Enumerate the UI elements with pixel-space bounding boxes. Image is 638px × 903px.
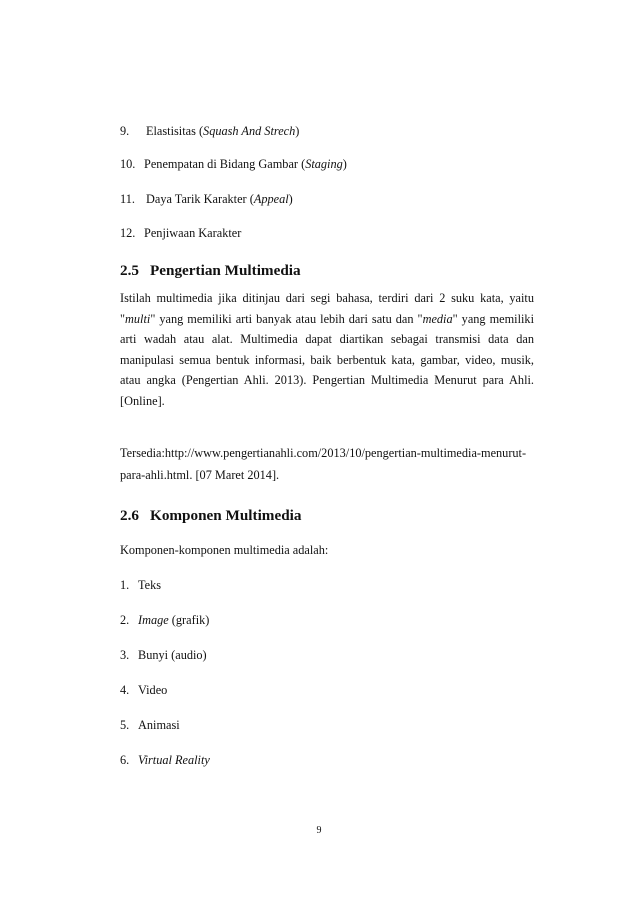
component-item: 4. Video bbox=[120, 683, 168, 697]
section-title: Komponen Multimedia bbox=[150, 507, 302, 524]
list-number: 9. bbox=[120, 124, 130, 138]
list-number: 10. bbox=[120, 157, 136, 171]
list-number: 3. bbox=[120, 648, 130, 662]
section-number: 2.5 bbox=[120, 262, 139, 279]
list-number: 4. bbox=[120, 683, 130, 697]
list-item-10: 10. Penempatan di Bidang Gambar (Staging) bbox=[120, 157, 347, 171]
source-url-line-1: Tersedia:http://www.pengertianahli.com/2013/10/pengertian-multimedia-menurut- bbox=[120, 446, 527, 460]
list-number: 12. bbox=[120, 226, 136, 240]
list-number: 11. bbox=[120, 192, 135, 206]
component-item: 5. Animasi bbox=[120, 718, 180, 732]
paragraph-line-2: "multi" yang memiliki arti banyak atau lebih dari satu dan "media" yang memiliki bbox=[120, 311, 534, 326]
component-item: 1. Teks bbox=[120, 578, 162, 592]
section-title: Pengertian Multimedia bbox=[150, 262, 301, 279]
component-item: 3. Bunyi (audio) bbox=[120, 648, 207, 662]
list-item-11: 11. Daya Tarik Karakter (Appeal) bbox=[120, 192, 293, 206]
paragraph-multimedia-definition: Istilah multimedia jika ditinjau dari segi bahasa, terdiri dari 2 suku kata, yaitu "multi" yang memiliki arti banyak atau lebih dari satu dan "media" yang memiliki arti wadah atau alat. Multimedia dapat diartikan sebagai transmisi data dan manipulasi semua bentuk informasi, baik berbentuk kata, gambar, video, musik, atau angka (Pengertian Ahli. 2013). Pengertian Multimedia Menurut para Ahli. [Online]. bbox=[120, 291, 534, 408]
list-number: 2. bbox=[120, 613, 130, 627]
page-number: 9 bbox=[316, 825, 322, 836]
component-item: 2. Image (grafik) bbox=[120, 613, 210, 627]
paragraph-source bbox=[120, 443, 534, 486]
list-number: 1. bbox=[120, 578, 130, 592]
source-url-line-2: para-ahli.html. [07 Maret 2014]. bbox=[120, 467, 280, 482]
section-heading-2-5 bbox=[120, 262, 301, 280]
list-number: 5. bbox=[120, 718, 130, 732]
section-heading-2-6 bbox=[120, 507, 301, 525]
section-number: 2.6 bbox=[120, 507, 139, 524]
component-item: 6. Virtual Reality bbox=[120, 753, 210, 767]
list-item-9: 9. Elastisitas (Squash And Strech) bbox=[120, 124, 300, 138]
list-item-12: 12. Penjiwaan Karakter bbox=[120, 226, 242, 240]
list-number: 6. bbox=[120, 753, 130, 767]
components-intro: Komponen-komponen multimedia adalah: bbox=[120, 543, 329, 557]
